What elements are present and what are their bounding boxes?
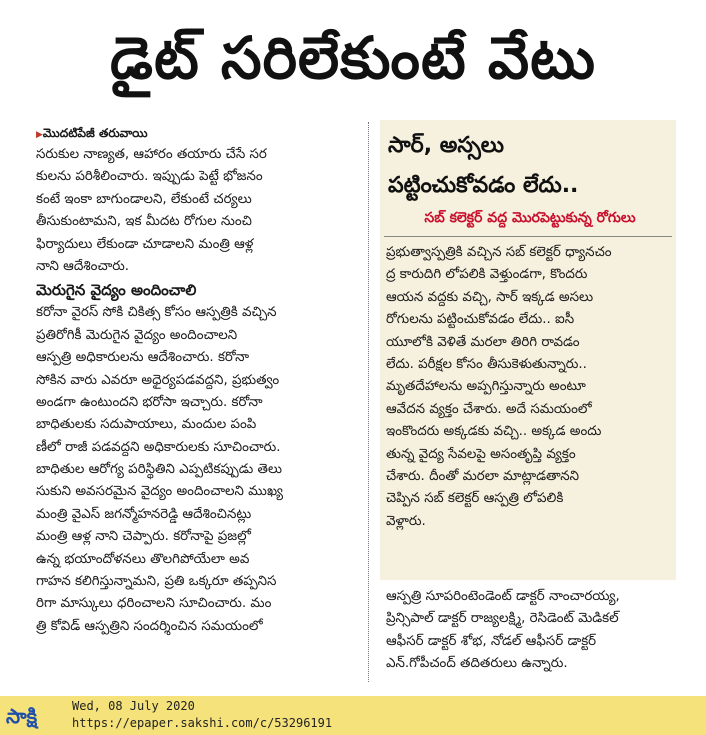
text-line: కరోనా వైరస్ సోకి చికిత్స కోసం ఆస్పత్రికి వచ్చిన [36,305,277,321]
text-line: గాహన కలిగిస్తున్నామని, ప్రతి ఒక్కరూ తప్పనిస [36,574,277,590]
text-line: త్రి కోవిడ్ ఆస్పత్రిని సందర్శించిన సమయంలో [36,618,263,634]
text-line: తున్న వైద్య సేవలపై అసంతృప్తి వ్యక్తం [386,446,576,462]
text-line: కంటే ఇంకా బాగుండాలని, లేకుంటే చర్యలు [36,191,252,207]
text-line: ఎన్.గోపీచంద్ తదితరులు ఉన్నారు. [386,656,568,672]
text-line: వెళ్లారు. [386,513,426,529]
box-title [388,126,672,206]
text-line: ఆస్పత్రి అధికారులను ఆదేశించారు. కరోనా [36,350,250,366]
text-line: సుకుని అవసరమైన వైద్యం అందించాలని ముఖ్య [36,484,284,500]
text-line: ఫిర్యాదులు లేకుండా చూడాలని మంత్రి ఆళ్ల [36,236,254,252]
text-line: లేదు. పరీక్షల కోసం తీసుకెళుతున్నారు.. [386,356,587,372]
footer-info [72,698,332,732]
left-column [36,122,358,638]
text-line: నాని ఆదేశించారు. [36,258,130,274]
text-line: ప్రతిరోగికీ మెరుగైన వైద్యం అందించాలని [36,327,238,343]
text-line: అండగా ఉంటుందని భరోసా ఇచ్చారు. కరోనా [36,394,263,410]
text-line: మృతదేహాలను అప్పగిస్తున్నారు అంటూ [386,379,586,395]
text-line: ఆస్పత్రి సూపరింటెండెంట్ డాక్టర్ నాంచారయ్య, [386,589,620,604]
text-line: చెప్పిన సబ్ కలెక్టర్ ఆస్పత్రి లోపలికి [386,491,564,507]
continued-text: మొదటిపేజీ తరువాయి [42,126,148,140]
text-line: ఉన్న భయాందోళనలు తొలగిపోయేలా అవ [36,551,250,567]
box-body [386,242,676,533]
text-line: సరుకుల నాణ్యత, ఆహారం తయారు చేసే సర [36,147,267,162]
triangle-bullet-icon: ▶ [36,130,43,140]
text-line: మంత్రి వైఎస్ జగన్మోహనరెడ్డి ఆదేశించినట్లు [36,506,252,522]
sakshi-logo [4,700,64,730]
text-line: బాధితుల ఆరోగ్య పరిస్థితిని ఎప్పటికప్పుడు తెలు [36,462,283,478]
text-line: యూలోకి వెళితే మరలా తిరిగి రావడం [386,334,580,350]
column-divider [368,122,369,682]
text-line: సోకిన వారు ఎవరూ అధైర్యపడవద్దని, ప్రభుత్వం [36,372,280,388]
box-title-line: పట్టించుకోవడం లేదు.. [388,173,579,198]
edition-date: Wed, 08 July 2020 [72,699,195,713]
text-line: మంత్రి ఆళ్ల నాని చెప్పారు. కరోనాపై ప్రజల్లో [36,529,251,545]
text-line: ణీలో రాజీ పడవద్దని అధికారులకు సూచించారు. [36,439,281,455]
closing-paragraph [386,586,686,676]
text-line: ఆవేదన వ్యక్తం చేశారు. అదే సమయంలో [386,401,592,417]
text-line: చేశారు. దీంతో మరలా మాట్లాడతానని [386,468,580,484]
text-line: రిగా మాస్కులు ధరించాలని సూచించారు. మం [36,596,272,612]
box-title-line: సార్, అస్సలు [388,133,504,158]
text-line: ఇంకొందరు అక్కడకు వచ్చి.. అక్కడ అందు [386,424,602,440]
text-line: ప్రభుత్వాస్పత్రికి వచ్చిన సబ్ కలెక్టర్ ధ్యానచం [386,245,612,260]
box-subtitle: సబ్ కలెక్టర్ వద్ద మొరపెట్టుకున్న రోగులు [424,210,636,226]
box-separator [384,236,672,237]
text-line: ఆఫీసర్ డాక్టర్ శోభ, నోడల్ ఆఫీసర్ డాక్టర్ [386,633,597,649]
footer-bar [0,696,706,735]
text-line: బాధితులకు సదుపాయాలు, మందుల పంపి [36,417,257,433]
epaper-link[interactable]: https://epaper.sakshi.com/c/53296191 [72,716,333,730]
continued-label [36,122,358,144]
text-line: ఆయన వద్దకు వచ్చి, సార్ ఇక్కడ అసలు [386,289,594,305]
svg-text:సాక్షి: సాక్షి [6,704,38,728]
headline: డైట్ సరిలేకుంటే వేటు [110,24,596,92]
text-line: తీసుకుంటామని, ఇక మీదట రోగుల నుంచి [36,214,252,230]
text-line: కులను పరిశీలించారు. ఇప్పుడు పెట్టే భోజనం [36,169,263,185]
text-line: ప్రిన్సిపాల్ డాక్టర్ రాజ్యలక్ష్మి, రెసిడెంట్ మెడికల్ [386,611,619,627]
subheading: మెరుగైన వైద్యం అందించాలి [36,281,197,300]
text-line: ద్ర కారుదిగి లోపలికి వెళ్తుండగా, కొందరు [386,267,588,283]
text-line: రోగులను పట్టించుకోవడం లేదు.. ఐసీ [386,312,575,328]
